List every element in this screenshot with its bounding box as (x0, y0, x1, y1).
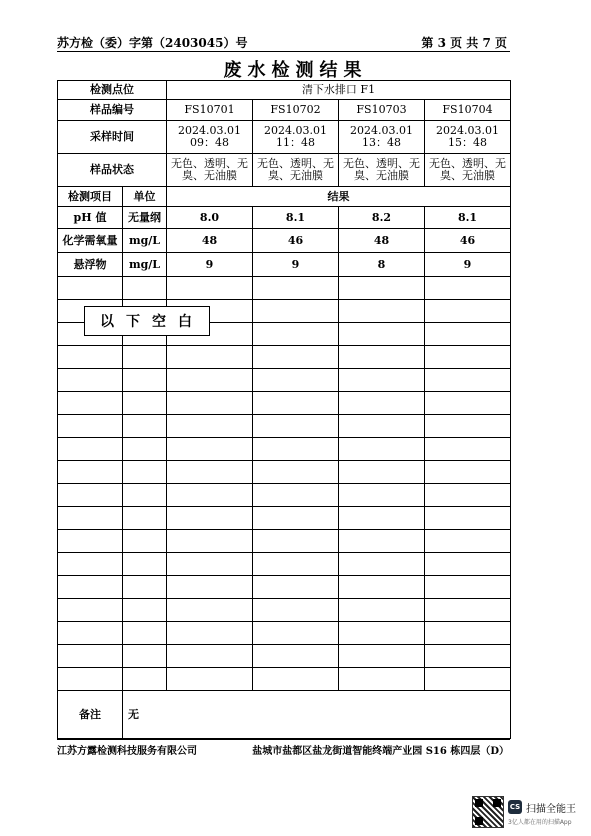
item-header: 检测项目 (58, 187, 123, 207)
empty-cell (425, 277, 511, 300)
empty-table-row (58, 484, 511, 507)
empty-cell (253, 599, 339, 622)
empty-cell (58, 507, 123, 530)
empty-table-row (58, 461, 511, 484)
state-line: 臭、无油膜 (440, 169, 495, 182)
empty-cell (339, 622, 425, 645)
empty-cell (425, 461, 511, 484)
empty-cell (425, 346, 511, 369)
empty-cell (339, 277, 425, 300)
empty-cell (339, 323, 425, 346)
empty-cell (58, 645, 123, 668)
sample-state (339, 154, 425, 187)
empty-cell (167, 668, 253, 691)
result-value: 48 (167, 229, 253, 253)
empty-cell (253, 300, 339, 323)
result-value: 8.2 (339, 207, 425, 229)
sample-clock: 15：48 (448, 136, 487, 149)
empty-cell (253, 392, 339, 415)
empty-cell (123, 576, 167, 599)
empty-cell (167, 415, 253, 438)
empty-cell (425, 553, 511, 576)
empty-cell (425, 323, 511, 346)
empty-cell (339, 576, 425, 599)
empty-cell (253, 346, 339, 369)
empty-cell (253, 461, 339, 484)
empty-table-row (58, 346, 511, 369)
empty-cell (123, 369, 167, 392)
blank-below-stamp: 以下空白 (84, 306, 210, 336)
empty-cell (167, 277, 253, 300)
empty-table-row (58, 622, 511, 645)
empty-cell (123, 507, 167, 530)
state-line: 臭、无油膜 (268, 169, 323, 182)
empty-cell (253, 277, 339, 300)
empty-cell (253, 507, 339, 530)
empty-table-row (58, 553, 511, 576)
empty-cell (339, 300, 425, 323)
empty-cell (339, 484, 425, 507)
empty-cell (339, 369, 425, 392)
table-row (58, 253, 511, 277)
sample-time (425, 121, 511, 154)
sample-date: 2024.03.01 (264, 124, 327, 137)
empty-cell (253, 484, 339, 507)
empty-cell (253, 645, 339, 668)
empty-table-row (58, 668, 511, 691)
empty-cell (123, 484, 167, 507)
empty-cell (339, 507, 425, 530)
empty-cell (58, 392, 123, 415)
empty-cell (167, 461, 253, 484)
header-divider (57, 51, 510, 52)
empty-cell (167, 645, 253, 668)
empty-cell (425, 599, 511, 622)
empty-cell (123, 346, 167, 369)
empty-cell (425, 576, 511, 599)
sample-state (425, 154, 511, 187)
empty-cell (167, 599, 253, 622)
empty-table-row (58, 530, 511, 553)
empty-table-row (58, 438, 511, 461)
empty-table-row (58, 645, 511, 668)
empty-cell (123, 645, 167, 668)
empty-cell (167, 438, 253, 461)
empty-cell (425, 622, 511, 645)
sample-id: FS10702 (253, 100, 339, 121)
empty-cell (167, 622, 253, 645)
empty-cell (123, 553, 167, 576)
results-table (57, 80, 511, 739)
empty-cell (425, 392, 511, 415)
empty-cell (123, 668, 167, 691)
result-value: 8.1 (253, 207, 339, 229)
qr-code-icon (472, 796, 504, 828)
empty-cell (253, 668, 339, 691)
result-value: 8.1 (425, 207, 511, 229)
empty-table-row (58, 576, 511, 599)
camscanner-logo-icon: CS (508, 800, 522, 814)
result-value: 8.0 (167, 207, 253, 229)
result-value: 48 (339, 229, 425, 253)
empty-cell (253, 438, 339, 461)
sample-state (253, 154, 339, 187)
state-line: 臭、无油膜 (182, 169, 237, 182)
state-line: 无色、透明、无 (257, 157, 334, 170)
table-row (58, 229, 511, 253)
result-value: 46 (425, 229, 511, 253)
company-name: 江苏方露检测科技服务有限公司 (57, 746, 197, 757)
empty-cell (58, 346, 123, 369)
empty-cell (339, 415, 425, 438)
item-name: pH 值 (58, 207, 123, 229)
state-line: 无色、透明、无 (343, 157, 420, 170)
point-label: 检测点位 (58, 81, 167, 100)
empty-cell (58, 438, 123, 461)
sample-time (339, 121, 425, 154)
result-value: 9 (253, 253, 339, 277)
empty-cell (253, 415, 339, 438)
empty-cell (339, 346, 425, 369)
empty-cell (425, 668, 511, 691)
empty-cell (339, 645, 425, 668)
empty-table-row (58, 369, 511, 392)
empty-cell (58, 461, 123, 484)
empty-cell (123, 277, 167, 300)
empty-cell (58, 576, 123, 599)
result-header: 结果 (167, 187, 511, 207)
sample-time-label: 采样时间 (58, 121, 167, 154)
empty-cell (123, 438, 167, 461)
empty-table-row (58, 507, 511, 530)
scanner-app-name: 扫描全能王 (526, 804, 576, 815)
sample-id: FS10703 (339, 100, 425, 121)
sample-time (167, 121, 253, 154)
empty-cell (253, 553, 339, 576)
empty-cell (58, 484, 123, 507)
remark-label: 备注 (58, 691, 123, 739)
empty-cell (167, 369, 253, 392)
empty-cell (167, 507, 253, 530)
sample-time (253, 121, 339, 154)
empty-cell (167, 392, 253, 415)
empty-cell (253, 576, 339, 599)
sample-state (167, 154, 253, 187)
empty-cell (253, 369, 339, 392)
empty-cell (58, 668, 123, 691)
empty-cell (58, 415, 123, 438)
empty-cell (425, 369, 511, 392)
empty-table-row (58, 277, 511, 300)
empty-cell (167, 346, 253, 369)
empty-cell (123, 461, 167, 484)
empty-cell (339, 438, 425, 461)
item-unit: mg/L (123, 253, 167, 277)
sample-date: 2024.03.01 (350, 124, 413, 137)
empty-cell (339, 461, 425, 484)
table-row (58, 207, 511, 229)
sample-clock: 09：48 (190, 136, 229, 149)
footer-divider (57, 739, 510, 740)
empty-cell (253, 323, 339, 346)
empty-cell (167, 553, 253, 576)
empty-cell (58, 622, 123, 645)
empty-cell (339, 553, 425, 576)
sample-id-label: 样品编号 (58, 100, 167, 121)
empty-cell (425, 645, 511, 668)
empty-cell (167, 484, 253, 507)
result-value: 8 (339, 253, 425, 277)
page-title: 废水检测结果 (223, 60, 368, 81)
empty-cell (167, 530, 253, 553)
empty-cell (58, 599, 123, 622)
empty-cell (253, 622, 339, 645)
result-value: 9 (425, 253, 511, 277)
sample-clock: 11：48 (276, 136, 315, 149)
sample-id: FS10701 (167, 100, 253, 121)
result-value: 46 (253, 229, 339, 253)
empty-table-row (58, 599, 511, 622)
item-name: 化学需氧量 (58, 229, 123, 253)
company-address: 盐城市盐都区盐龙街道智能终端产业园 S16 栋四层（D） (252, 746, 509, 757)
empty-cell (123, 530, 167, 553)
empty-cell (167, 576, 253, 599)
report-number: 苏方检（委）字第（2403045）号 (57, 36, 248, 50)
empty-cell (58, 530, 123, 553)
empty-cell (425, 415, 511, 438)
item-unit: 无量纲 (123, 207, 167, 229)
remark-value: 无 (123, 691, 511, 739)
empty-cell (58, 277, 123, 300)
scanner-tagline: 3亿人都在用的扫描App (508, 819, 572, 826)
empty-cell (123, 392, 167, 415)
sample-state-label: 样品状态 (58, 154, 167, 187)
sample-clock: 13：48 (362, 136, 401, 149)
result-value: 9 (167, 253, 253, 277)
state-line: 臭、无油膜 (354, 169, 409, 182)
empty-table-row (58, 415, 511, 438)
empty-cell (425, 300, 511, 323)
item-unit: mg/L (123, 229, 167, 253)
empty-cell (425, 484, 511, 507)
empty-cell (425, 507, 511, 530)
empty-cell (339, 392, 425, 415)
empty-cell (425, 438, 511, 461)
empty-cell (123, 599, 167, 622)
empty-cell (339, 530, 425, 553)
sample-date: 2024.03.01 (436, 124, 499, 137)
unit-header: 单位 (123, 187, 167, 207)
empty-cell (425, 530, 511, 553)
empty-cell (58, 369, 123, 392)
empty-cell (339, 599, 425, 622)
sample-id: FS10704 (425, 100, 511, 121)
empty-cell (58, 553, 123, 576)
sample-date: 2024.03.01 (178, 124, 241, 137)
empty-cell (253, 530, 339, 553)
empty-cell (123, 415, 167, 438)
empty-rows (58, 277, 511, 691)
point-value: 清下水排口 F1 (167, 81, 511, 100)
empty-cell (123, 622, 167, 645)
state-line: 无色、透明、无 (171, 157, 248, 170)
state-line: 无色、透明、无 (429, 157, 506, 170)
empty-cell (339, 668, 425, 691)
page-indicator: 第 3 页 共 7 页 (421, 36, 507, 50)
empty-table-row (58, 392, 511, 415)
item-name: 悬浮物 (58, 253, 123, 277)
